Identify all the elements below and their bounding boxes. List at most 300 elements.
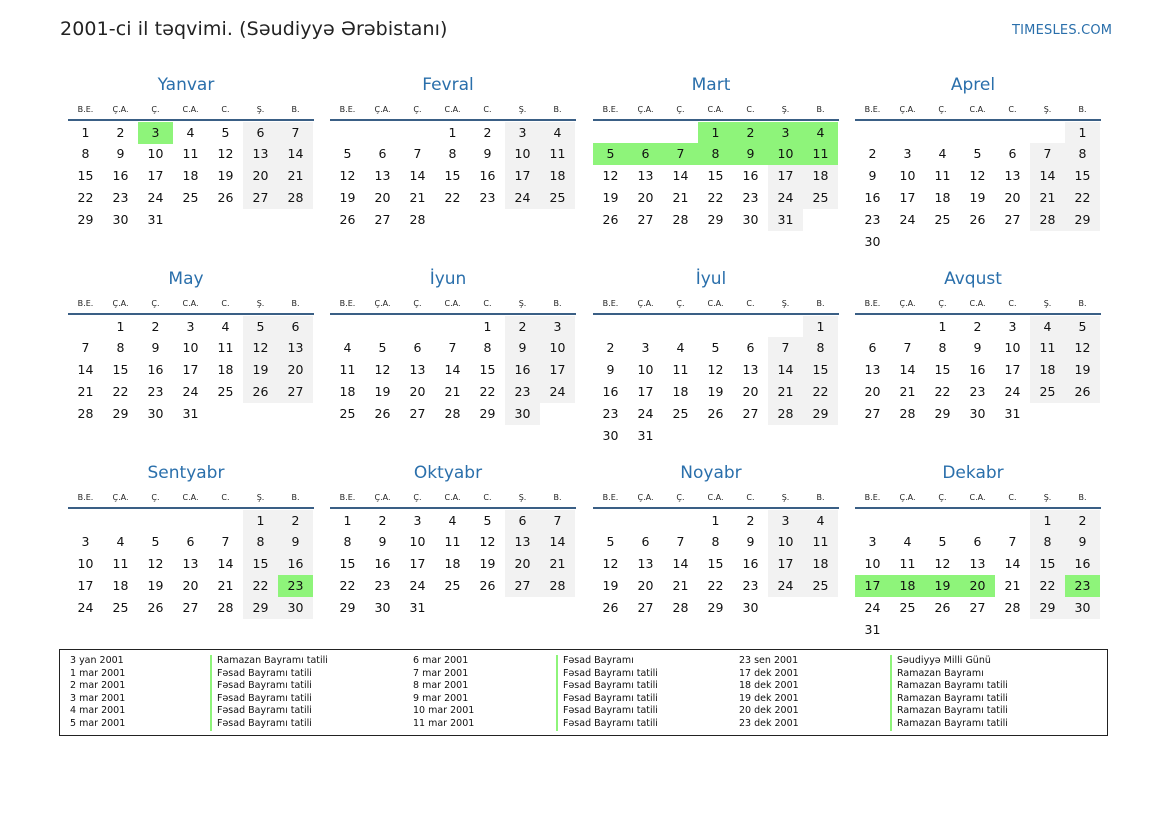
empty-cell: [890, 231, 925, 253]
week-row: [68, 359, 314, 381]
day-cell: 17: [147, 168, 164, 183]
weekday-label: C.: [483, 298, 492, 308]
weekday-label: Ş.: [1043, 492, 1052, 502]
day-cell: 18: [1030, 359, 1065, 381]
empty-cell: [330, 122, 365, 144]
empty-cell: [540, 597, 575, 619]
day-cell: 26: [934, 600, 951, 615]
empty-cell: [505, 209, 540, 231]
day-cell: 20: [637, 578, 654, 593]
weekday-label: B.: [1078, 104, 1087, 114]
week-row: [855, 509, 1101, 531]
day-cell: 3: [138, 122, 173, 144]
day-cell: 30: [602, 428, 619, 443]
week-row: [330, 209, 576, 231]
day-cell: 8: [698, 143, 733, 165]
day-cell: 16: [969, 362, 986, 377]
day-cell: 13: [243, 143, 278, 165]
day-cell: 10: [637, 362, 654, 377]
day-cell: 30: [147, 406, 164, 421]
weekday-label: Ç.: [676, 492, 685, 502]
day-cell: 26: [602, 212, 619, 227]
day-cell: 12: [217, 146, 234, 161]
empty-cell: [470, 209, 505, 231]
day-cell: 6: [186, 534, 195, 549]
day-cell: 25: [339, 406, 356, 421]
day-cell: 11: [934, 168, 951, 183]
weekday-label: B.: [291, 492, 300, 502]
month-name: Dekabr: [942, 463, 1004, 483]
day-cell: 7: [540, 510, 575, 532]
weekday-label: Ç.A.: [637, 298, 654, 308]
legend-date: 9 mar 2001: [413, 692, 469, 704]
empty-cell: [663, 425, 698, 447]
weekday-label: C.A.: [182, 104, 199, 114]
legend-date: 23 dek 2001: [739, 717, 799, 729]
empty-cell: [698, 316, 733, 338]
weekday-label: Ş.: [518, 104, 527, 114]
empty-cell: [173, 209, 208, 231]
day-cell: 24: [505, 187, 540, 209]
month-name: Oktyabr: [413, 463, 483, 483]
weekday-header: [330, 486, 576, 509]
weekday-label: Ç.: [151, 104, 160, 114]
weekday-label: Ç.A.: [374, 492, 391, 502]
day-cell: 4: [803, 510, 838, 532]
legend-holiday-name: Fəsad Bayramı tatili: [210, 680, 328, 693]
empty-cell: [593, 510, 628, 532]
day-cell: 9: [733, 143, 768, 165]
day-cell: 31: [1004, 406, 1021, 421]
day-cell: 25: [672, 406, 689, 421]
day-cell: 13: [864, 362, 881, 377]
week-row: [330, 165, 576, 187]
day-cell: 2: [116, 125, 125, 140]
weekday-label: Ş.: [1043, 104, 1052, 114]
day-cell: 13: [182, 556, 199, 571]
day-cell: 9: [868, 168, 877, 183]
day-cell: 30: [112, 212, 129, 227]
weekday-label: B.E.: [864, 104, 881, 114]
week-row: [593, 597, 839, 619]
day-cell: 17: [1004, 362, 1021, 377]
day-cell: 5: [343, 146, 352, 161]
legend-date: 23 sen 2001: [739, 655, 799, 666]
day-cell: 17: [855, 575, 890, 597]
day-cell: 21: [672, 190, 689, 205]
week-row: [855, 597, 1101, 619]
month-11: [855, 460, 1101, 641]
day-cell: 4: [116, 534, 125, 549]
legend-date: 11 mar 2001: [413, 717, 475, 729]
day-cell: 12: [147, 556, 164, 571]
empty-cell: [435, 316, 470, 338]
day-cell: 5: [973, 146, 982, 161]
day-cell: 2: [606, 340, 615, 355]
day-cell: 13: [374, 168, 391, 183]
empty-cell: [173, 510, 208, 532]
day-cell: 30: [742, 212, 759, 227]
weekday-label: C.A.: [444, 298, 461, 308]
empty-cell: [365, 316, 400, 338]
legend-holiday-name: Fəsad Bayramı tatili: [556, 668, 658, 681]
empty-cell: [960, 619, 995, 641]
weekday-label: Ç.A.: [637, 492, 654, 502]
weekday-label: Ç.A.: [112, 298, 129, 308]
day-cell: 24: [409, 578, 426, 593]
weekday-label: Ç.: [938, 298, 947, 308]
empty-cell: [803, 209, 838, 231]
day-cell: 19: [707, 384, 724, 399]
empty-cell: [1030, 619, 1065, 641]
day-cell: 28: [77, 406, 94, 421]
month-name: May: [168, 269, 204, 289]
weekday-label: C.: [746, 492, 755, 502]
week-row: [593, 575, 839, 597]
day-cell: 26: [602, 600, 619, 615]
day-cell: 14: [444, 362, 461, 377]
day-cell: 23: [1065, 575, 1100, 597]
empty-cell: [960, 510, 995, 532]
day-cell: 7: [1008, 534, 1017, 549]
day-cell: 28: [672, 212, 689, 227]
day-cell: 29: [707, 212, 724, 227]
day-grid: [330, 315, 576, 425]
day-cell: 20: [1004, 190, 1021, 205]
day-cell: 23: [147, 384, 164, 399]
week-row: [68, 509, 314, 531]
day-cell: 3: [540, 316, 575, 338]
day-cell: 12: [243, 337, 278, 359]
day-cell: 8: [116, 340, 125, 355]
day-grid: [330, 509, 576, 619]
weekday-label: B.: [816, 492, 825, 502]
weekday-label: B.E.: [77, 104, 94, 114]
day-cell: 27: [182, 600, 199, 615]
weekday-label: Ç.A.: [374, 104, 391, 114]
day-cell: 7: [81, 340, 90, 355]
legend-dates-col: [739, 655, 799, 731]
day-cell: 6: [505, 510, 540, 532]
day-cell: 2: [973, 319, 982, 334]
day-cell: 29: [1030, 597, 1065, 619]
empty-cell: [925, 619, 960, 641]
month-8: [68, 460, 314, 619]
week-row: [593, 337, 839, 359]
week-row: [855, 403, 1101, 425]
day-cell: 7: [413, 146, 422, 161]
weekday-label: C.: [221, 104, 230, 114]
day-cell: 26: [147, 600, 164, 615]
day-cell: 16: [374, 556, 391, 571]
legend-dates-col: [70, 655, 125, 731]
empty-cell: [505, 597, 540, 619]
empty-cell: [855, 316, 890, 338]
weekday-label: C.A.: [969, 492, 986, 502]
day-cell: 21: [217, 578, 234, 593]
day-cell: 11: [1030, 337, 1065, 359]
weekday-label: B.: [1078, 298, 1087, 308]
day-cell: 28: [1030, 209, 1065, 231]
empty-cell: [628, 316, 663, 338]
day-cell: 18: [672, 384, 689, 399]
day-cell: 8: [343, 534, 352, 549]
day-cell: 1: [803, 316, 838, 338]
week-row: [330, 187, 576, 209]
week-row: [330, 143, 576, 165]
day-cell: 30: [969, 406, 986, 421]
week-row: [330, 337, 576, 359]
week-row: [855, 337, 1101, 359]
day-cell: 13: [278, 337, 313, 359]
day-cell: 13: [1004, 168, 1021, 183]
empty-cell: [593, 122, 628, 144]
weekday-header: [68, 486, 314, 509]
empty-cell: [278, 403, 313, 425]
month-2: [593, 72, 839, 231]
day-cell: 12: [1065, 337, 1100, 359]
day-cell: 9: [973, 340, 982, 355]
legend-holiday-name: Fəsad Bayramı tatili: [210, 693, 328, 706]
page-title: 2001-ci il təqvimi. (Səudiyyə Ərəbistanı): [60, 18, 448, 40]
day-cell: 5: [593, 143, 628, 165]
day-cell: 15: [444, 168, 461, 183]
empty-cell: [1030, 231, 1065, 253]
day-cell: 14: [672, 168, 689, 183]
month-7: [855, 266, 1101, 425]
day-cell: 8: [711, 534, 720, 549]
legend-date: 17 dek 2001: [739, 667, 799, 679]
day-cell: 9: [606, 362, 615, 377]
day-cell: 29: [339, 600, 356, 615]
day-cell: 3: [768, 510, 803, 532]
brand-link[interactable]: TIMESLES.COM: [1012, 23, 1113, 38]
legend-names-col: [890, 655, 1008, 731]
weekday-label: C.: [1008, 104, 1017, 114]
empty-cell: [890, 619, 925, 641]
legend-date: 4 mar 2001: [70, 705, 126, 717]
day-cell: 4: [1030, 316, 1065, 338]
day-cell: 2: [746, 513, 755, 528]
month-name: Avqust: [944, 269, 1002, 289]
day-cell: 6: [1008, 146, 1017, 161]
day-cell: 11: [339, 362, 356, 377]
day-cell: 17: [77, 578, 94, 593]
day-cell: 26: [217, 190, 234, 205]
day-cell: 28: [444, 406, 461, 421]
day-cell: 27: [742, 406, 759, 421]
day-cell: 12: [479, 534, 496, 549]
week-row: [593, 209, 839, 231]
day-cell: 24: [77, 600, 94, 615]
day-cell: 22: [803, 381, 838, 403]
day-grid: [855, 121, 1101, 253]
day-cell: 25: [112, 600, 129, 615]
day-cell: 10: [899, 168, 916, 183]
week-row: [855, 381, 1101, 403]
week-row: [68, 165, 314, 187]
empty-cell: [540, 403, 575, 425]
day-cell: 10: [77, 556, 94, 571]
day-cell: 17: [540, 359, 575, 381]
day-cell: 9: [1065, 531, 1100, 553]
day-cell: 29: [112, 406, 129, 421]
day-cell: 3: [768, 122, 803, 144]
day-cell: 14: [77, 362, 94, 377]
day-cell: 21: [672, 578, 689, 593]
week-row: [593, 359, 839, 381]
day-cell: 10: [768, 531, 803, 553]
weekday-label: B.: [291, 298, 300, 308]
day-cell: 6: [641, 534, 650, 549]
legend-holiday-name: Fəsad Bayramı tatili: [210, 718, 328, 731]
week-row: [593, 381, 839, 403]
day-cell: 18: [444, 556, 461, 571]
day-cell: 9: [483, 146, 492, 161]
day-cell: 14: [409, 168, 426, 183]
empty-cell: [890, 122, 925, 144]
day-cell: 17: [409, 556, 426, 571]
day-cell: 11: [672, 362, 689, 377]
weekday-label: Ç.: [413, 492, 422, 502]
day-cell: 20: [960, 575, 995, 597]
weekday-label: C.A.: [707, 492, 724, 502]
day-cell: 31: [864, 622, 881, 637]
day-cell: 6: [746, 340, 755, 355]
day-cell: 4: [938, 146, 947, 161]
weekday-label: Ş.: [256, 492, 265, 502]
day-cell: 17: [637, 384, 654, 399]
day-cell: 4: [221, 319, 230, 334]
day-cell: 2: [868, 146, 877, 161]
weekday-label: B.E.: [602, 298, 619, 308]
empty-cell: [1065, 403, 1100, 425]
weekday-label: C.: [221, 492, 230, 502]
day-cell: 9: [505, 337, 540, 359]
day-cell: 4: [676, 340, 685, 355]
weekday-label: Ç.A.: [899, 104, 916, 114]
day-cell: 23: [969, 384, 986, 399]
day-cell: 19: [147, 578, 164, 593]
month-name: Yanvar: [157, 75, 215, 95]
day-grid: [855, 509, 1101, 641]
day-cell: 15: [112, 362, 129, 377]
day-cell: 1: [483, 319, 492, 334]
weekday-label: C.A.: [182, 298, 199, 308]
month-name: Mart: [691, 75, 731, 95]
empty-cell: [628, 510, 663, 532]
day-cell: 29: [77, 212, 94, 227]
day-cell: 13: [742, 362, 759, 377]
day-cell: 30: [374, 600, 391, 615]
week-row: [593, 165, 839, 187]
day-cell: 27: [409, 406, 426, 421]
legend-date: 3 mar 2001: [70, 692, 126, 704]
day-cell: 20: [864, 384, 881, 399]
day-cell: 7: [448, 340, 457, 355]
day-cell: 7: [903, 340, 912, 355]
week-row: [593, 509, 839, 531]
weekday-label: Ş.: [781, 298, 790, 308]
weekday-label: C.: [1008, 492, 1017, 502]
legend-holiday-name: Ramazan Bayramı tatili: [890, 718, 1008, 731]
empty-cell: [400, 316, 435, 338]
day-cell: 28: [217, 600, 234, 615]
weekday-label: Ç.A.: [112, 492, 129, 502]
legend-holiday-name: Fəsad Bayramı tatili: [210, 668, 328, 681]
empty-cell: [278, 209, 313, 231]
empty-cell: [208, 510, 243, 532]
day-cell: 19: [243, 359, 278, 381]
week-row: [593, 531, 839, 553]
day-cell: 18: [182, 168, 199, 183]
week-row: [855, 209, 1101, 231]
weekday-label: Ç.: [151, 492, 160, 502]
day-cell: 24: [768, 187, 803, 209]
day-cell: 12: [934, 556, 951, 571]
weekday-label: Ş.: [781, 492, 790, 502]
weekday-label: Ş.: [256, 298, 265, 308]
week-row: [855, 575, 1101, 597]
week-row: [330, 575, 576, 597]
empty-cell: [68, 510, 103, 532]
weekday-label: C.A.: [969, 104, 986, 114]
day-cell: 23: [112, 190, 129, 205]
day-cell: 15: [934, 362, 951, 377]
legend-dates-col: [413, 655, 474, 731]
week-row: [330, 597, 576, 619]
weekday-label: C.: [483, 492, 492, 502]
day-cell: 9: [151, 340, 160, 355]
day-cell: 21: [409, 190, 426, 205]
week-row: [855, 359, 1101, 381]
legend-holiday-name: Fəsad Bayramı: [556, 655, 658, 668]
empty-cell: [855, 122, 890, 144]
day-cell: 22: [934, 384, 951, 399]
empty-cell: [803, 597, 838, 619]
weekday-label: Ç.: [151, 298, 160, 308]
empty-cell: [243, 403, 278, 425]
empty-cell: [208, 209, 243, 231]
day-cell: 12: [602, 168, 619, 183]
day-cell: 3: [641, 340, 650, 355]
day-cell: 26: [339, 212, 356, 227]
day-cell: 16: [742, 168, 759, 183]
day-cell: 11: [444, 534, 461, 549]
day-cell: 4: [903, 534, 912, 549]
week-row: [330, 381, 576, 403]
day-cell: 18: [112, 578, 129, 593]
day-cell: 8: [1065, 143, 1100, 165]
day-cell: 14: [1030, 165, 1065, 187]
day-cell: 19: [602, 578, 619, 593]
day-cell: 23: [278, 575, 313, 597]
month-6: [593, 266, 839, 447]
month-name: Sentyabr: [147, 463, 225, 483]
legend-holiday-name: Ramazan Bayramı: [890, 668, 1008, 681]
weekday-label: Ç.A.: [637, 104, 654, 114]
day-cell: 21: [540, 553, 575, 575]
day-cell: 18: [890, 575, 925, 597]
day-cell: 1: [116, 319, 125, 334]
day-cell: 23: [864, 212, 881, 227]
day-cell: 28: [409, 212, 426, 227]
week-row: [593, 187, 839, 209]
empty-cell: [733, 425, 768, 447]
day-cell: 26: [707, 406, 724, 421]
day-cell: 22: [444, 190, 461, 205]
day-cell: 2: [378, 513, 387, 528]
